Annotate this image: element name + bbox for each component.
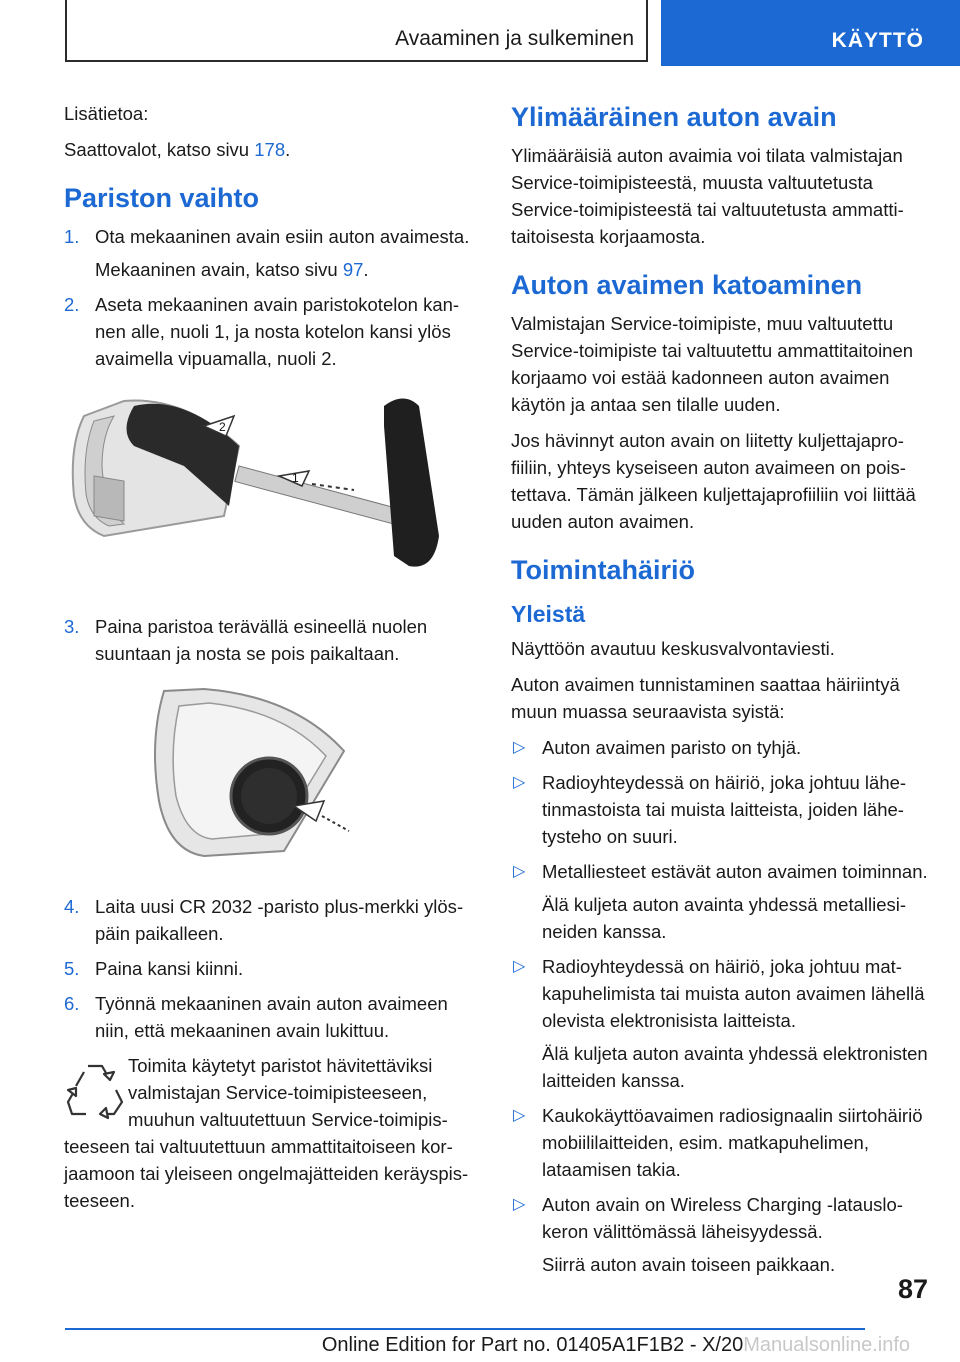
svg-text:2: 2 [219, 420, 226, 434]
step-text: Paina paristoa terävällä esineellä nuolen suuntaan ja nosta se pois paikaltaan. [95, 616, 428, 664]
bullet-text: Radioyhteydessä on häiriö, joka johtuu matkapuhelimista tai muista auton avaimen lähellä olevista elektronisista laitteista. [542, 956, 925, 1031]
svg-text:1: 1 [292, 471, 299, 485]
bullet-text: Metalliesteet estävät auton avaimen toiminnan. [542, 861, 928, 882]
heading-battery-replacement: Pariston vaihto [64, 183, 260, 213]
info-line: Saattovalot, katso sivu 178. [64, 139, 291, 160]
page-number: 87 [897, 1274, 928, 1304]
paragraph-general-2: Auton avaimen tunnistaminen saattaa häiriintyä muun muassa seuraavista syistä: [511, 674, 900, 722]
page-link-97[interactable]: 97 [342, 259, 364, 280]
step-number: 5. [64, 958, 80, 979]
info-label: Lisätietoa: [64, 103, 149, 124]
step-1 [64, 223, 482, 283]
bullet-item [511, 769, 931, 850]
footer-divider [65, 1328, 865, 1330]
step-subtext: Mekaaninen avain, katso sivu 97. [95, 259, 369, 280]
step-text: Ota mekaaninen avain esiin auton avaimesta. [95, 226, 470, 247]
step-5 [64, 955, 482, 982]
bullet-item [511, 858, 931, 945]
bullet-text: Auton avain on Wireless Charging -latauslokeron välittömässä läheisyydessä. [542, 1194, 903, 1242]
bullet-text: Kaukokäyttöavaimen radiosignaalin siirtohäiriö mobiililaitteiden, esim. matkapuhelimen, lataamisen takia. [542, 1105, 923, 1180]
footer-edition [322, 1333, 910, 1357]
page-link-178[interactable]: 178 [254, 139, 286, 160]
section-tab: KÄYTTÖ [661, 0, 960, 66]
triangle-bullet-icon: ▷ [513, 958, 526, 975]
bullet-text: Auton avaimen paristo on tyhjä. [542, 737, 802, 758]
step-number: 4. [64, 896, 80, 917]
step-6 [64, 990, 482, 1044]
triangle-bullet-icon: ▷ [513, 1107, 526, 1124]
key-fob-illustration [64, 386, 464, 586]
left-column [64, 100, 482, 1214]
page-header [0, 0, 960, 66]
triangle-bullet-icon: ▷ [513, 1196, 526, 1213]
watermark-text: Manualsonline.info [743, 1334, 910, 1356]
step-3 [64, 613, 482, 667]
right-column [511, 100, 931, 1286]
triangle-bullet-icon: ▷ [513, 774, 526, 791]
heading-general: Yleistä [511, 601, 586, 627]
bullet-item [511, 734, 931, 761]
paragraph-general-1: Näyttöön avautuu keskusvalvontaviesti. [511, 638, 835, 659]
paragraph-extra-key: Ylimääräisiä auton avaimia voi tilata valmistajan Service-toimipisteestä, muusta valtuutetusta Service-toimipisteestä tai valtuutetusta ammattitaitoisesta korjaamosta. [511, 145, 904, 247]
step-number: 6. [64, 993, 80, 1014]
bullet-subtext: Älä kuljeta auton avainta yhdessä metalliesineiden kanssa. [542, 894, 907, 942]
bullet-text: Radioyhteydessä on häiriö, joka johtuu lähetinmastoista tai muista laitteista, joiden lähetysteho on suuri. [542, 772, 907, 847]
recycling-note [64, 1052, 482, 1214]
bullet-item [511, 953, 931, 1094]
triangle-bullet-icon: ▷ [513, 739, 526, 756]
step-text: Aseta mekaaninen avain paristokotelon kannen alle, nuoli 1, ja nosta kotelon kansi ylös avaimella vipuamalla, nuoli 2. [95, 294, 460, 369]
step-4 [64, 893, 482, 947]
step-text: Paina kansi kiinni. [95, 958, 244, 979]
heading-lost-key: Auton avaimen katoaminen [511, 270, 863, 300]
edition-text: Online Edition for Part no. 01405A1F1B2 - X/20 [321, 1334, 744, 1356]
bullet-item [511, 1191, 931, 1278]
figure-key-open [64, 386, 482, 593]
heading-extra-key: Ylimääräinen auton avain [511, 102, 837, 132]
figure-battery-compartment [64, 681, 482, 873]
recycle-icon [64, 1058, 126, 1120]
recycling-text: Toimita käytetyt paristot hävitettäviksi valmistajan Service-toimipisteeseen, muuhun valtuutettuun Service-toimipisteeseen tai valtuutettuun ammattitaitoiseen korjaamoon tai yleiseen ongelmajätteiden keräyspisteeseen. [64, 1055, 469, 1211]
bullet-subtext: Älä kuljeta auton avainta yhdessä elektronisten laitteiden kanssa. [542, 1043, 928, 1091]
info-text: Saattovalot, katso sivu [64, 139, 250, 160]
step-2 [64, 291, 482, 372]
paragraph-lost-key-1: Valmistajan Service-toimipiste, muu valtuutettu Service-toimipiste tai valtuutettu ammattitaitoinen korjaamo voi estää kadonneen auton avaimen käytön ja antaa sen tilalle uuden. [511, 313, 914, 415]
step-number: 1. [64, 226, 80, 247]
paragraph-lost-key-2: Jos hävinnyt auton avain on liitetty kuljettajaprofiiliin, yhteys kyseiseen auton avaimeen on poistettava. Tämän jälkeen kuljettajaprofiiliin voi liittää uuden auton avaimen. [511, 430, 916, 532]
bullet-subtext: Siirrä auton avain toiseen paikkaan. [542, 1254, 836, 1275]
step-number: 3. [64, 616, 80, 637]
bullet-item [511, 1102, 931, 1183]
step-number: 2. [64, 294, 80, 315]
triangle-bullet-icon: ▷ [513, 863, 526, 880]
battery-compartment-illustration [144, 681, 364, 866]
chapter-title: Avaaminen ja sulkeminen [65, 0, 648, 62]
heading-malfunction: Toimintahäiriö [511, 555, 696, 585]
step-text: Laita uusi CR 2032 -paristo plus-merkki ylöspäin paikalleen. [95, 896, 464, 944]
step-text: Työnnä mekaaninen avain auton avaimeen niin, että mekaaninen avain lukittuu. [95, 993, 448, 1041]
step-subtext-label: Mekaaninen avain, katso sivu [95, 259, 338, 280]
